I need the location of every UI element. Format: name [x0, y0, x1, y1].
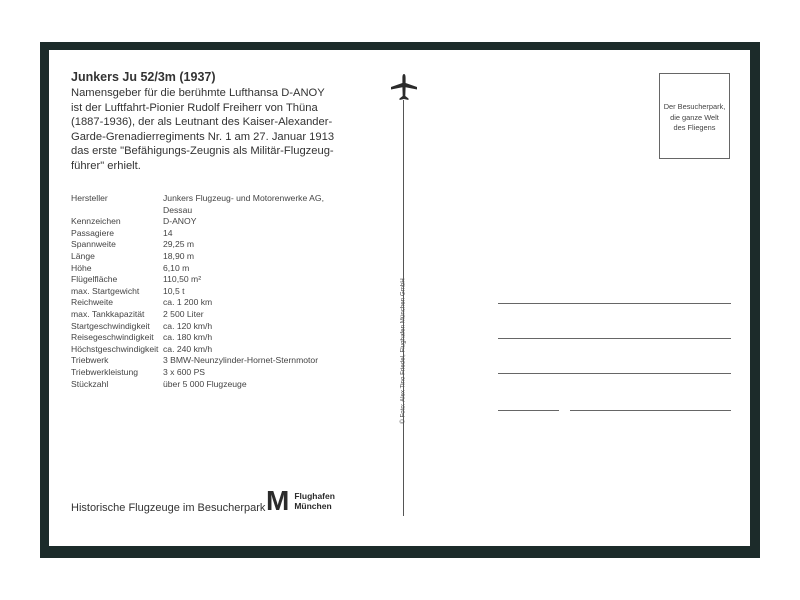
intro-line: (1887-1936), der als Leutnant des Kaiser-Alexander-: [71, 116, 333, 129]
address-line: [498, 303, 731, 304]
spec-label: Reichweite: [71, 297, 114, 308]
intro-text: [71, 86, 371, 174]
spec-label: Hersteller: [71, 193, 108, 203]
spec-value: 3 BMW-Neunzylinder-Hornet-Sternmotor: [163, 355, 319, 366]
spec-table: [71, 193, 324, 390]
spec-value: ca. 1 200 km: [163, 297, 213, 308]
spec-label: Spannweite: [71, 239, 116, 250]
spec-row: [71, 286, 324, 298]
address-line: [498, 373, 731, 374]
spec-row-hersteller: [71, 193, 324, 205]
spec-label: Kennzeichen: [71, 216, 121, 227]
spec-value: 10,5 t: [163, 285, 185, 296]
logo-wordmark: [294, 491, 335, 511]
spec-label: Startgeschwindigkeit: [71, 320, 150, 331]
spec-row-hersteller-cont: [71, 205, 324, 217]
logo-line: Flughafen: [294, 491, 335, 501]
logo-mark: M: [266, 485, 289, 516]
address-line-zip: [498, 410, 559, 411]
stamp-line: die ganze Welt: [670, 112, 719, 122]
spec-label: Passagiere: [71, 227, 114, 238]
spec-value: 6,10 m: [163, 262, 190, 273]
spec-row: [71, 239, 324, 251]
logo-line: München: [294, 501, 332, 511]
spec-value: Junkers Flugzeug- und Motorenwerke AG,: [163, 193, 324, 203]
card-title: Junkers Ju 52/3m (1937): [71, 70, 216, 84]
spec-label: Länge: [71, 250, 95, 261]
stamp-line: Der Besucherpark,: [663, 102, 726, 112]
spec-label: Höhe: [71, 262, 92, 273]
spec-row: [71, 216, 324, 228]
spec-value: ca. 180 km/h: [163, 332, 213, 343]
spec-label: Flügelfläche: [71, 274, 118, 285]
spec-value: 18,90 m: [163, 250, 195, 261]
intro-line: Namensgeber für die berühmte Lufthansa D-ANOY: [71, 87, 325, 99]
spec-value: 2 500 Liter: [163, 308, 204, 319]
spec-row: [71, 228, 324, 240]
stamp-line: des Fliegens: [673, 123, 716, 133]
spec-value: 110,50 m²: [163, 274, 202, 285]
intro-line: Garde-Grenadierregiments Nr. 1 am 27. Januar 1913: [71, 130, 335, 143]
spec-label: Stückzahl: [71, 378, 109, 389]
intro-line: das erste "Befähigungs-Zeugnis als Militär-Flugzeug-: [71, 145, 334, 158]
spec-value: Dessau: [163, 204, 193, 215]
footer-caption: Historische Flugzeuge im Besucherpark: [71, 502, 266, 514]
spec-row: [71, 379, 324, 391]
spec-label: Höchstgeschwindigkeit: [71, 343, 159, 354]
spec-row: [71, 344, 324, 356]
spec-value: D-ANOY: [163, 216, 197, 227]
spec-value: über 5 000 Flugzeuge: [163, 378, 247, 389]
spec-row: [71, 309, 324, 321]
spec-row: [71, 355, 324, 367]
spec-row: [71, 321, 324, 333]
spec-row: [71, 297, 324, 309]
spec-row: [71, 332, 324, 344]
spec-row: [71, 367, 324, 379]
photo-credit-text: © Foto: Alex Tino Friedel, Flughafen München GmbH: [399, 278, 407, 424]
spec-label: Triebwerk: [71, 355, 109, 366]
spec-value: 29,25 m: [163, 239, 195, 250]
spec-label: max. Tankkapazität: [71, 308, 145, 319]
intro-line: ist der Luftfahrt-Pionier Rudolf Freiherr von Thüna: [71, 101, 318, 114]
postcard: [49, 50, 750, 546]
intro-line: führer" erhielt.: [71, 159, 141, 172]
stamp-box: [659, 73, 730, 159]
spec-value: 14: [163, 227, 173, 238]
spec-label: Triebwerkleistung: [71, 366, 139, 377]
spec-value: ca. 240 km/h: [163, 343, 213, 354]
spec-label: max. Startgewicht: [71, 285, 140, 296]
spec-row: [71, 251, 324, 263]
address-line-city: [570, 410, 731, 411]
spec-value: ca. 120 km/h: [163, 320, 213, 331]
flughafen-muenchen-logo: [266, 485, 335, 516]
airplane-icon: [389, 72, 419, 102]
spec-row: [71, 274, 324, 286]
spec-label: Reisegeschwindigkeit: [71, 332, 154, 343]
spec-row: [71, 263, 324, 275]
address-line: [498, 338, 731, 339]
spec-value: 3 x 600 PS: [163, 366, 206, 377]
